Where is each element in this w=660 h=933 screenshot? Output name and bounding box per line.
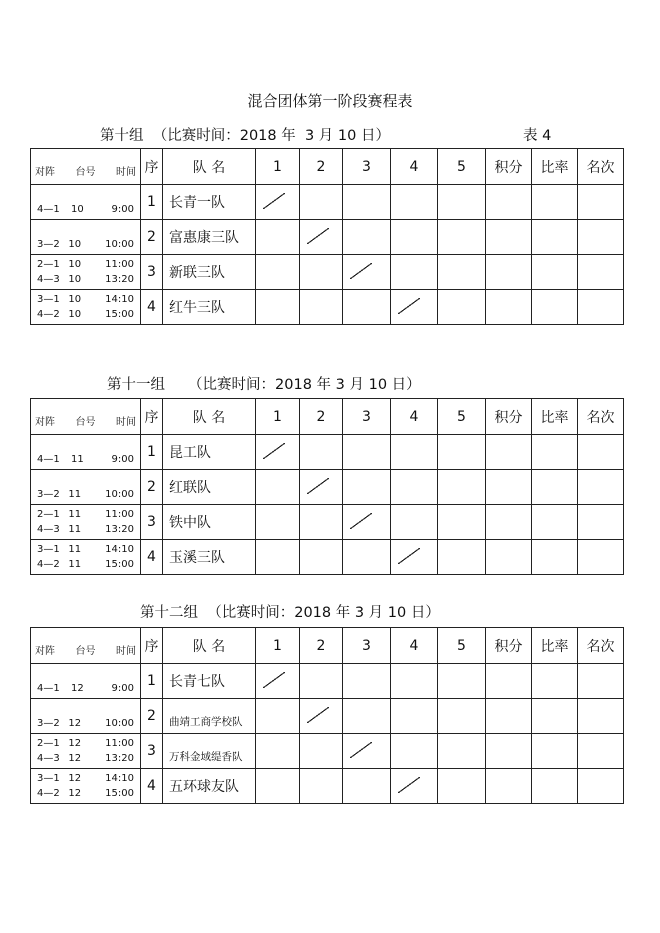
match-pair: 2—1 [37,509,60,520]
score-cell [300,664,343,699]
match-pair: 3—2 [37,239,60,250]
seq-header: 序 [141,149,163,185]
self-match-diagonal-cell [343,255,391,290]
team-name: 铁中队 [163,505,256,540]
rank-cell [578,505,624,540]
match-pair: 3—1 [37,294,60,305]
match-time: 10:00 [105,489,134,500]
match-line [37,752,134,765]
points-cell [486,255,532,290]
score-cell [343,769,391,804]
table-row [31,220,624,255]
ratio-cell [532,185,578,220]
ratio-cell [532,505,578,540]
match-pair: 3—2 [37,489,60,500]
match-line [37,258,134,271]
score-cell [256,699,300,734]
score-cell [256,290,300,325]
rank-header: 名次 [578,399,624,435]
match-schedule-cell [31,699,141,734]
table-row [31,435,624,470]
match-time: 11:00 [105,259,134,270]
table-number: 11 [71,454,84,465]
schedule-header-label: 台号 [75,646,96,657]
team-name: 红牛三队 [163,290,256,325]
team-name: 玉溪三队 [163,540,256,575]
rank-cell [578,290,624,325]
table-number: 12 [68,788,82,799]
table-row [31,734,624,769]
schedule-header-label: 对阵 [35,646,55,657]
points-cell [486,664,532,699]
match-time: 9:00 [111,204,134,215]
team-name: 长青七队 [163,664,256,699]
schedule-header-label: 时间 [116,167,136,178]
match-time: 15:00 [105,559,134,570]
seq-number: 3 [141,255,163,290]
table-label: 表 4 [523,128,552,144]
self-match-diagonal-cell [256,435,300,470]
match-schedule-cell [31,220,141,255]
header-row [31,399,624,435]
seq-number: 1 [141,435,163,470]
group-table [30,148,624,325]
page-title: 混合团体第一阶段赛程表 [247,92,413,110]
round-header: 2 [300,149,343,185]
match-time: 9:00 [111,454,134,465]
ratio-header: 比率 [532,399,578,435]
rank-cell [578,664,624,699]
match-pair: 4—3 [37,274,60,285]
schedule-header [31,149,141,185]
score-cell [300,769,343,804]
match-pair: 4—1 [37,204,60,215]
round-header: 4 [391,399,438,435]
round-header: 1 [256,149,300,185]
match-line [37,523,134,536]
self-match-diagonal-cell [256,664,300,699]
table-number: 10 [68,239,82,250]
round-header: 4 [391,628,438,664]
self-match-diagonal-cell [343,505,391,540]
points-cell [486,734,532,769]
schedule-header-labels [35,413,136,428]
match-pair: 3—1 [37,773,60,784]
match-time: 14:10 [105,294,134,305]
ratio-header: 比率 [532,628,578,664]
points-cell [486,220,532,255]
table-number: 10 [71,204,84,215]
table-row [31,505,624,540]
match-line [37,488,134,501]
score-cell [343,664,391,699]
score-cell [300,734,343,769]
score-cell [300,435,343,470]
match-time: 11:00 [105,509,134,520]
score-cell [300,505,343,540]
team-name: 曲靖工商学校队 [163,699,256,734]
score-cell [438,769,486,804]
self-match-diagonal-cell [391,769,438,804]
table-number: 10 [68,309,82,320]
ratio-cell [532,664,578,699]
match-time: 15:00 [105,788,134,799]
match-schedule-cell [31,734,141,769]
schedule-header-label: 台号 [75,167,96,178]
table-number: 10 [68,294,82,305]
round-header: 5 [438,628,486,664]
team-header: 队 名 [163,399,256,435]
score-cell [391,255,438,290]
score-cell [391,220,438,255]
schedule-header-label: 时间 [116,417,136,428]
table-number: 12 [68,718,82,729]
match-line [37,558,134,571]
score-cell [256,470,300,505]
match-time: 9:00 [111,683,134,694]
match-line [37,682,134,695]
group-heading: 第十二组 （比赛时间：2018 年 3 月 10 日） [140,605,440,621]
self-match-diagonal-cell [300,470,343,505]
round-header: 2 [300,399,343,435]
rank-cell [578,435,624,470]
match-pair: 2—1 [37,738,60,749]
points-cell [486,470,532,505]
seq-number: 3 [141,734,163,769]
ratio-cell [532,290,578,325]
ratio-cell [532,699,578,734]
schedule-header [31,399,141,435]
points-cell [486,505,532,540]
ratio-cell [532,435,578,470]
seq-number: 4 [141,769,163,804]
match-time: 11:00 [105,738,134,749]
team-name: 长青一队 [163,185,256,220]
match-pair: 4—1 [37,454,60,465]
table-number: 10 [68,274,82,285]
round-header: 5 [438,149,486,185]
ratio-cell [532,734,578,769]
ratio-cell [532,220,578,255]
match-time: 14:10 [105,544,134,555]
ratio-header: 比率 [532,149,578,185]
table-number: 12 [68,738,82,749]
score-cell [343,540,391,575]
score-cell [438,185,486,220]
score-cell [391,664,438,699]
match-time: 10:00 [105,239,134,250]
team-header: 队 名 [163,628,256,664]
schedule-header [31,628,141,664]
match-line [37,238,134,251]
schedule-header-label: 时间 [116,646,136,657]
match-time: 15:00 [105,309,134,320]
seq-number: 2 [141,220,163,255]
points-cell [486,540,532,575]
schedule-header-label: 对阵 [35,417,55,428]
match-line [37,508,134,521]
rank-cell [578,220,624,255]
match-time: 13:20 [105,274,134,285]
match-time: 13:20 [105,524,134,535]
match-pair: 4—2 [37,559,60,570]
score-cell [438,220,486,255]
ratio-cell [532,470,578,505]
seq-number: 2 [141,699,163,734]
table-row [31,664,624,699]
score-cell [438,664,486,699]
header-row [31,149,624,185]
table-row [31,470,624,505]
ratio-cell [532,540,578,575]
table-row [31,255,624,290]
match-line [37,772,134,785]
score-cell [438,734,486,769]
table-number: 11 [68,559,82,570]
seq-number: 1 [141,664,163,699]
table-number: 12 [68,753,82,764]
score-cell [256,220,300,255]
match-line [37,453,134,466]
schedule-header-label: 台号 [75,417,96,428]
score-cell [256,505,300,540]
match-line [37,203,134,216]
points-cell [486,769,532,804]
score-cell [438,435,486,470]
team-name: 新联三队 [163,255,256,290]
score-cell [438,505,486,540]
match-line [37,717,134,730]
score-cell [391,435,438,470]
round-header: 4 [391,149,438,185]
table-row [31,290,624,325]
score-cell [343,220,391,255]
score-cell [438,470,486,505]
table-number: 12 [68,773,82,784]
score-cell [391,185,438,220]
match-schedule-cell [31,769,141,804]
schedule-header-labels [35,642,136,657]
table-row [31,769,624,804]
rank-cell [578,734,624,769]
round-header: 3 [343,628,391,664]
points-cell [486,290,532,325]
match-line [37,787,134,800]
ratio-cell [532,255,578,290]
table-number: 12 [71,683,84,694]
group-table [30,627,624,804]
score-cell [438,540,486,575]
table-number: 11 [68,544,82,555]
match-line [37,543,134,556]
score-cell [343,290,391,325]
match-pair: 4—1 [37,683,60,694]
points-cell [486,435,532,470]
points-header: 积分 [486,149,532,185]
seq-number: 3 [141,505,163,540]
match-schedule-cell [31,505,141,540]
rank-cell [578,540,624,575]
match-pair: 4—3 [37,524,60,535]
score-cell [343,435,391,470]
group-table [30,398,624,575]
round-header: 1 [256,628,300,664]
rank-header: 名次 [578,149,624,185]
schedule-header-label: 对阵 [35,167,55,178]
team-header: 队 名 [163,149,256,185]
match-pair: 4—3 [37,753,60,764]
score-cell [300,185,343,220]
rank-cell [578,699,624,734]
match-pair: 3—2 [37,718,60,729]
score-cell [343,699,391,734]
team-name: 昆工队 [163,435,256,470]
score-cell [300,540,343,575]
score-cell [391,734,438,769]
table-number: 11 [68,524,82,535]
score-cell [256,734,300,769]
rank-cell [578,255,624,290]
match-time: 14:10 [105,773,134,784]
team-name: 红联队 [163,470,256,505]
ratio-cell [532,769,578,804]
match-schedule-cell [31,185,141,220]
group-heading: 第十一组 （比赛时间：2018 年 3 月 10 日） [107,377,421,393]
points-header: 积分 [486,399,532,435]
score-cell [438,290,486,325]
table-number: 11 [68,489,82,500]
score-cell [256,769,300,804]
self-match-diagonal-cell [300,699,343,734]
score-cell [343,185,391,220]
group-heading: 第十组 （比赛时间：2018 年 3 月 10 日） [100,128,390,144]
table-number: 11 [68,509,82,520]
points-header: 积分 [486,628,532,664]
match-schedule-cell [31,435,141,470]
round-header: 3 [343,399,391,435]
points-cell [486,185,532,220]
table-number: 10 [68,259,82,270]
match-line [37,308,134,321]
table-row [31,185,624,220]
rank-cell [578,185,624,220]
match-schedule-cell [31,664,141,699]
score-cell [343,470,391,505]
score-cell [300,290,343,325]
table-row [31,699,624,734]
round-header: 1 [256,399,300,435]
score-cell [438,255,486,290]
self-match-diagonal-cell [256,185,300,220]
score-cell [438,699,486,734]
match-pair: 4—2 [37,788,60,799]
table-row [31,540,624,575]
self-match-diagonal-cell [391,290,438,325]
seq-number: 4 [141,540,163,575]
match-schedule-cell [31,470,141,505]
round-header: 5 [438,399,486,435]
match-pair: 2—1 [37,259,60,270]
self-match-diagonal-cell [300,220,343,255]
round-header: 3 [343,149,391,185]
seq-header: 序 [141,628,163,664]
round-header: 2 [300,628,343,664]
score-cell [391,470,438,505]
match-pair: 3—1 [37,544,60,555]
self-match-diagonal-cell [391,540,438,575]
seq-number: 1 [141,185,163,220]
seq-number: 4 [141,290,163,325]
match-pair: 4—2 [37,309,60,320]
team-name: 五环球友队 [163,769,256,804]
match-line [37,293,134,306]
self-match-diagonal-cell [343,734,391,769]
score-cell [256,540,300,575]
match-time: 13:20 [105,753,134,764]
match-line [37,273,134,286]
rank-cell [578,769,624,804]
seq-number: 2 [141,470,163,505]
score-cell [391,699,438,734]
match-line [37,737,134,750]
score-cell [300,255,343,290]
score-cell [256,255,300,290]
match-schedule-cell [31,255,141,290]
match-time: 10:00 [105,718,134,729]
seq-header: 序 [141,399,163,435]
match-schedule-cell [31,290,141,325]
schedule-header-labels [35,163,136,178]
match-schedule-cell [31,540,141,575]
header-row [31,628,624,664]
score-cell [391,505,438,540]
rank-header: 名次 [578,628,624,664]
points-cell [486,699,532,734]
team-name: 富惠康三队 [163,220,256,255]
team-name: 万科金域缇香队 [163,734,256,769]
rank-cell [578,470,624,505]
